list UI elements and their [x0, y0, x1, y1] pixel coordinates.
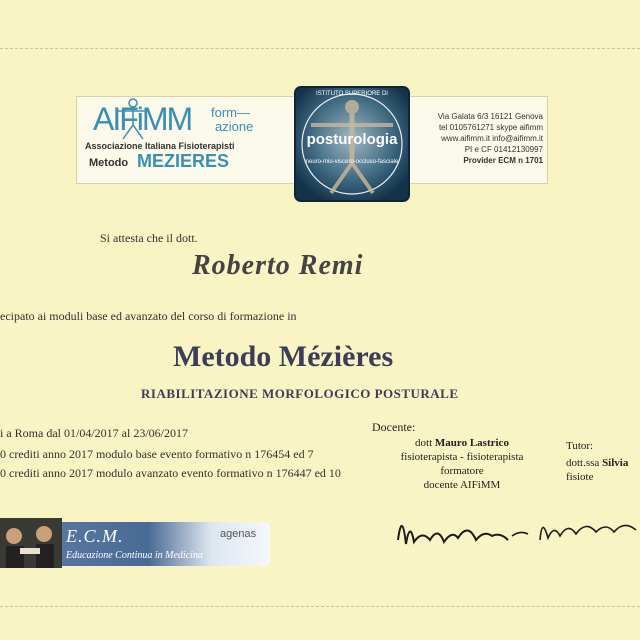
- docente-role3: docente AIFiMM: [423, 479, 501, 491]
- tutor-role: fisiote: [566, 471, 594, 483]
- course-subtitle: RIABILITAZIONE MORFOLOGICO POSTURALE: [141, 386, 459, 401]
- seal-bottom-text: neuro-mio-viscero-occluso-fasciale: [305, 159, 399, 165]
- association-name: Associazione Italiana Fisioterapisti: [85, 141, 235, 151]
- agenas-logo: agenas: [220, 528, 257, 540]
- course-dates: i a Roma dal 01/04/2017 al 23/06/2017: [0, 426, 188, 440]
- docente-role2: formatore: [440, 465, 484, 477]
- docente-title-prefix: dott: [415, 437, 433, 449]
- contact-info: [421, 111, 543, 166]
- contact-phone: tel 0105761271 skype aifimm: [438, 123, 543, 132]
- course-title: Metodo Mézières: [173, 340, 394, 373]
- metodo-label: Metodo: [89, 157, 129, 169]
- attesta-text: Si attesta che il dott.: [100, 231, 198, 245]
- handwritten-signatures-icon: [392, 500, 640, 560]
- docente-block: [372, 436, 552, 492]
- logo-mazione-text: azione: [215, 119, 254, 134]
- seal-main-text: posturologia: [306, 131, 398, 148]
- tutor-block: [566, 456, 628, 484]
- contact-web: www.aifimm.it info@aifimm.it: [441, 134, 543, 143]
- posturologia-seal: [293, 85, 411, 203]
- docente-label: Docente:: [372, 420, 416, 434]
- credits-avanzato: 0 crediti anno 2017 modulo avanzato evento formativo n 176447 ed 10: [0, 466, 341, 480]
- logo-form-text: form—: [211, 105, 250, 120]
- mezieres-label: MEZIERES: [137, 151, 230, 171]
- ecm-painting-icon: [0, 518, 62, 568]
- docente-role1: fisioterapista - fisioterapista: [400, 451, 524, 463]
- docente-name: Mauro Lastrico: [434, 437, 509, 449]
- certificate-header: [76, 91, 548, 184]
- aifimm-logo: [85, 101, 285, 177]
- provider-ecm: Provider ECM n 1701: [463, 156, 543, 165]
- contact-address: Via Galata 6/3 16121 Genova: [437, 112, 543, 121]
- ecm-title: E.C.M.: [66, 526, 124, 546]
- recipient-name: Roberto Remi: [192, 250, 364, 281]
- bottom-border: [0, 606, 640, 607]
- ecm-banner: [0, 522, 270, 566]
- docente-name-line: [372, 436, 552, 450]
- tutor-title-prefix: dott.ssa: [566, 457, 600, 469]
- logo-wordmark: AIFiMM: [93, 101, 192, 137]
- contact-piva: PI e CF 01412130997: [464, 145, 543, 154]
- partecipato-text: ecipato ai moduli base ed avanzato del corso di formazione in: [0, 309, 297, 323]
- seal-top-text: ISTITUTO SUPERIORE DI: [316, 91, 388, 97]
- tutor-label: Tutor:: [566, 440, 594, 452]
- credits-base: 0 crediti anno 2017 modulo base evento formativo n 176454 ed 7: [0, 447, 314, 461]
- tutor-name: Silvia: [602, 457, 629, 469]
- ecm-subtitle: Educazione Continua in Medicina: [66, 550, 203, 561]
- top-border: [0, 48, 640, 49]
